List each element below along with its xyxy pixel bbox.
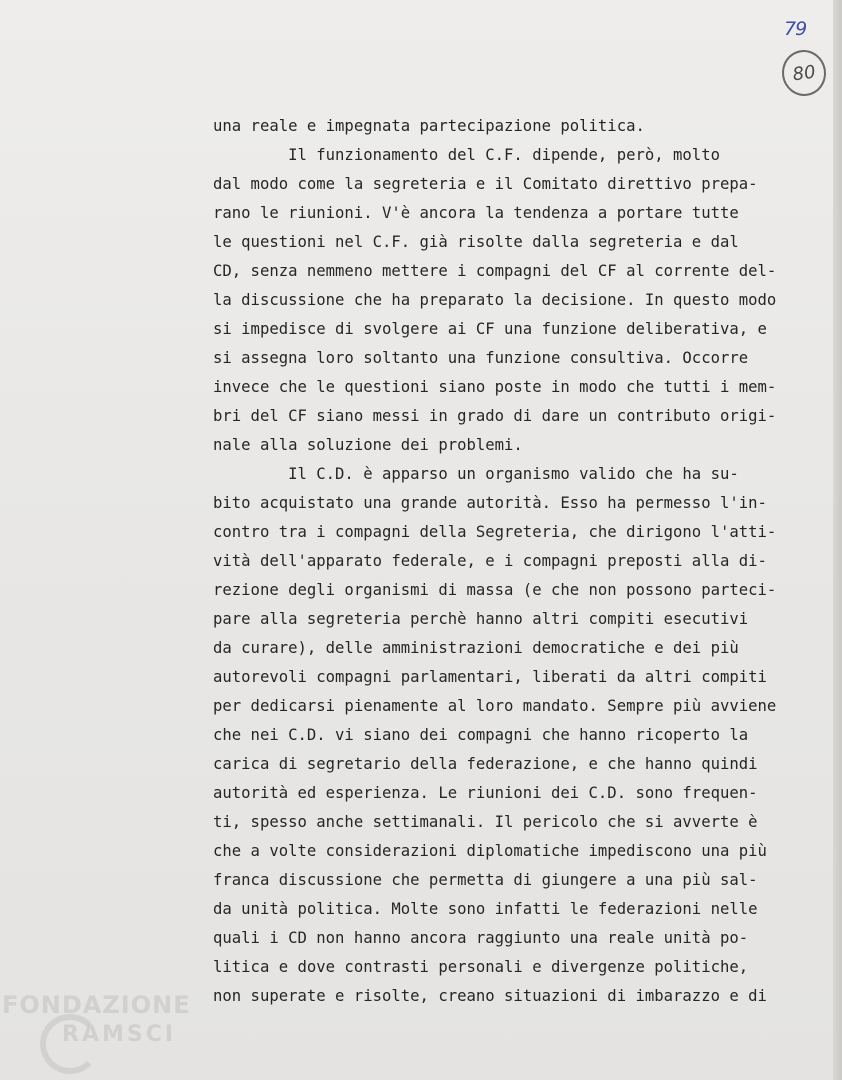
text-line: pare alla segreteria perchè hanno altri compiti esecutivi — [213, 610, 749, 628]
watermark-line-1: FONDAZIONE — [2, 991, 191, 1019]
circled-page-number: 80 — [779, 47, 829, 99]
text-line: da curare), delle amministrazioni democratiche e dei più — [213, 639, 739, 657]
text-line: non superate e risolte, creano situazioni di imbarazzo e di — [213, 987, 767, 1005]
text-line: litica e dove contrasti personali e divergenze politiche, — [213, 958, 749, 976]
text-line: carica di segretario della federazione, e che hanno quindi — [213, 755, 758, 773]
text-line: autorevoli compagni parlamentari, liberati da altri compiti — [213, 668, 767, 686]
text-line: Il C.D. è apparso un organismo valido che ha su- — [213, 465, 739, 483]
handwritten-page-number: 79 — [784, 18, 807, 40]
text-line: che nei C.D. vi siano dei compagni che hanno ricoperto la — [213, 726, 749, 744]
text-line: ti, spesso anche settimanali. Il pericolo che si avverte è — [213, 813, 758, 831]
watermark-g-logo-icon — [40, 1014, 100, 1074]
page-edge — [833, 0, 842, 1080]
text-line: vità dell'apparato federale, e i compagni preposti alla di- — [213, 552, 767, 570]
text-line: nale alla soluzione dei problemi. — [213, 436, 523, 454]
text-line: da unità politica. Molte sono infatti le federazioni nelle — [213, 900, 758, 918]
text-line: franca discussione che permetta di giungere a una più sal- — [213, 871, 758, 889]
text-line: rano le riunioni. V'è ancora la tendenza a portare tutte — [213, 204, 739, 222]
text-line: che a volte considerazioni diplomatiche impediscono una più — [213, 842, 767, 860]
text-line: si impedisce di svolgere ai CF una funzione deliberativa, e — [213, 320, 767, 338]
text-line: rezione degli organismi di massa (e che non possono parteci- — [213, 581, 777, 599]
text-line: dal modo come la segreteria e il Comitato direttivo prepa- — [213, 175, 758, 193]
text-line: una reale e impegnata partecipazione politica. — [213, 117, 645, 135]
text-line: invece che le questioni siano poste in modo che tutti i mem- — [213, 378, 777, 396]
text-line: CD, senza nemmeno mettere i compagni del CF al corrente del- — [213, 262, 777, 280]
foundation-watermark — [2, 990, 212, 1050]
text-line: bito acquistato una grande autorità. Esso ha permesso l'in- — [213, 494, 767, 512]
text-line: la discussione che ha preparato la decisione. In questo modo — [213, 291, 777, 309]
text-line: bri del CF siano messi in grado di dare un contributo origi- — [213, 407, 777, 425]
text-line: autorità ed esperienza. Le riunioni dei C.D. sono frequen- — [213, 784, 758, 802]
text-line: per dedicarsi pienamente al loro mandato. Sempre più avviene — [213, 697, 777, 715]
text-line: le questioni nel C.F. già risolte dalla segreteria e dal — [213, 233, 739, 251]
text-line: quali i CD non hanno ancora raggiunto una reale unità po- — [213, 929, 749, 947]
text-line: si assegna loro soltanto una funzione consultiva. Occorre — [213, 349, 749, 367]
typewritten-body — [213, 112, 813, 1011]
text-line: Il funzionamento del C.F. dipende, però, molto — [213, 146, 720, 164]
text-line: contro tra i compagni della Segreteria, che dirigono l'atti- — [213, 523, 777, 541]
watermark-line-2: RAMSCI — [62, 1022, 177, 1047]
